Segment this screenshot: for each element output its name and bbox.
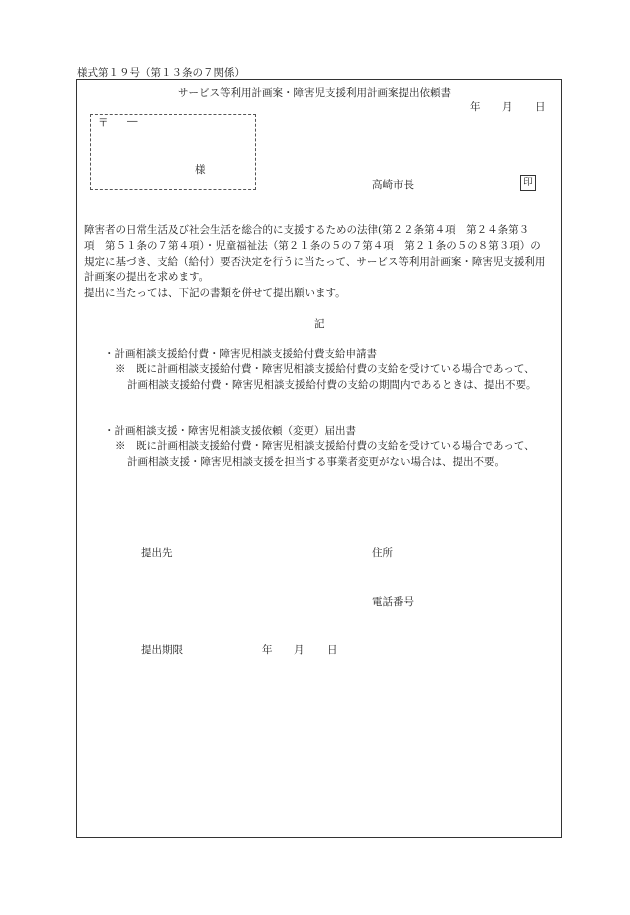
required-document-note: ※ 既に計画相談支援給付費・障害児相談支援給付費の支給を受けている場合であって、: [115, 363, 535, 375]
submit-to-label: 提出先: [141, 547, 173, 559]
postal-mark: 〒: [98, 117, 109, 129]
body-text-line: 障害者の日常生活及び社会生活を総合的に支援するための法律(第２２条第４項 第２４条第３: [84, 224, 530, 236]
document-title: サービス等利用計画案・障害児支援利用計画案提出依頼書: [178, 87, 451, 99]
deadline-day-label: 日: [327, 644, 338, 656]
required-document-note: ※ 既に計画相談支援給付費・障害児相談支援給付費の支給を受けている場合であって、: [115, 440, 535, 452]
required-document-title: ・計画相談支援・障害児相談支援依頼（変更）届出書: [104, 425, 356, 437]
date-year-label: 年: [470, 101, 481, 113]
body-text-line: 項 第５１条の７第４項）・児童福祉法（第２１条の５の７第４項 第２１条の５の８第３項）の: [84, 240, 541, 252]
date-month-label: 月: [502, 101, 513, 113]
required-document-title: ・計画相談支援給付費・障害児相談支援給付費支給申請書: [104, 348, 377, 360]
phone-label: 電話番号: [372, 596, 414, 608]
required-document-note: 計画相談支援給付費・障害児相談支援給付費の支給の期間内であるときは、提出不要。: [127, 379, 537, 391]
recipient-address-box: [90, 114, 256, 190]
recipient-honorific: 様: [195, 164, 206, 176]
postal-code-dash: ―: [127, 115, 138, 127]
deadline-label: 提出期限: [141, 644, 183, 656]
required-document-note: 計画相談支援・障害児相談支援を担当する事業者変更がない場合は、提出不要。: [127, 456, 505, 468]
ki-heading: 記: [314, 318, 325, 330]
form-number: 様式第１９号（第１３条の７関係）: [77, 67, 245, 79]
date-day-label: 日: [535, 101, 546, 113]
deadline-month-label: 月: [294, 644, 305, 656]
deadline-year-label: 年: [262, 644, 273, 656]
sender-mayor: 高崎市長: [372, 179, 414, 191]
seal-stamp: 印: [520, 175, 536, 191]
address-label: 住所: [372, 547, 393, 559]
body-text-line: 提出に当たっては、下記の書類を併せて提出願います。: [84, 287, 346, 299]
body-text-line: 計画案の提出を求めます。: [84, 271, 210, 283]
body-text-line: 規定に基づき、支給（給付）要否決定を行うに当たって、サービス等利用計画案・障害児支援利用: [84, 256, 546, 268]
